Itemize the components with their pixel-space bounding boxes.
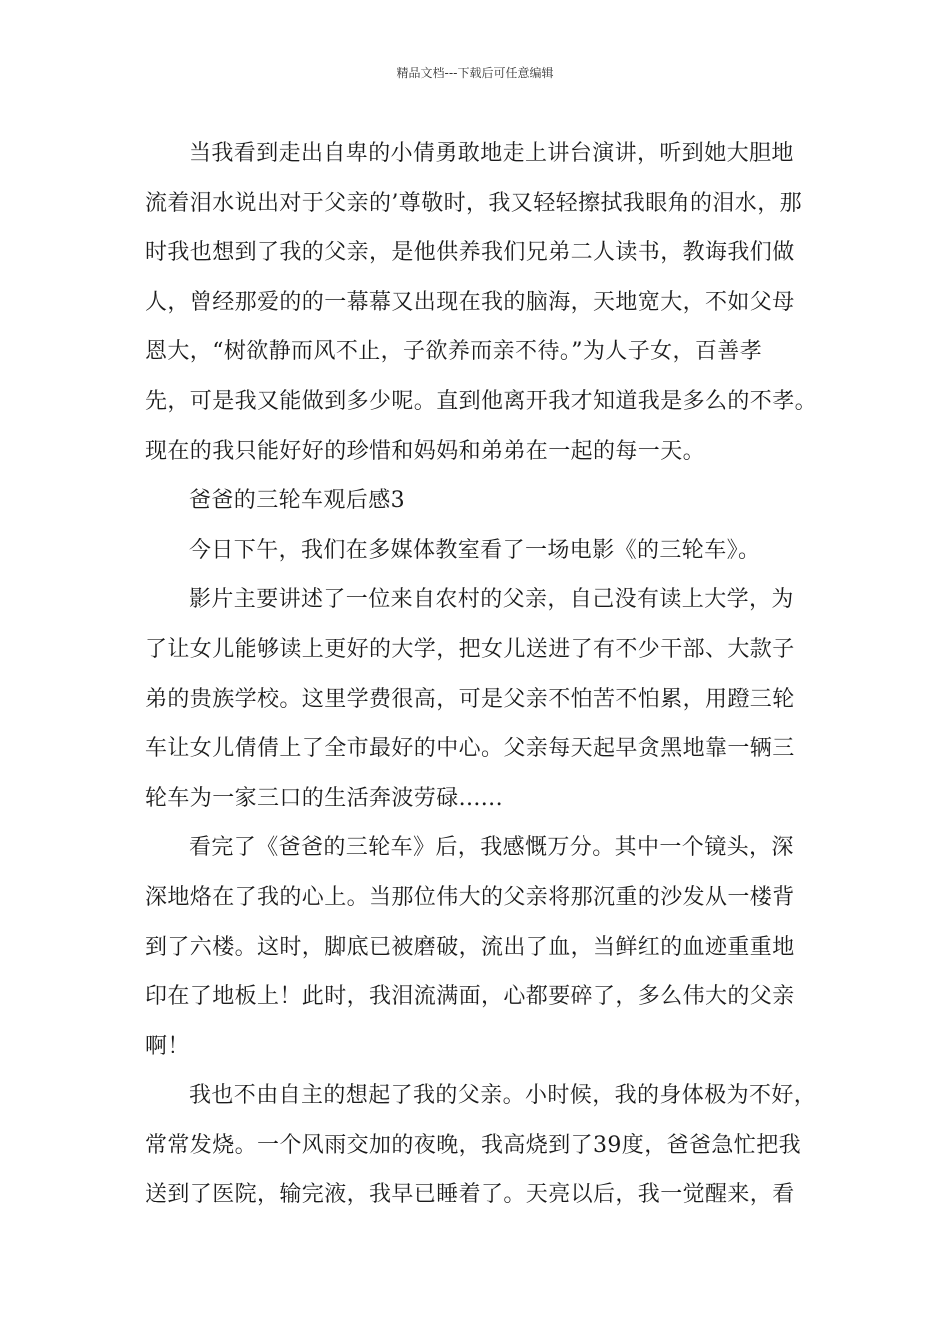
paragraph-line: 现在的我只能好好的珍惜和妈妈和弟弟在一起的每一天。: [145, 438, 706, 464]
paragraph-line: 深地烙在了我的心上。当那位伟大的父亲将那沉重的沙发从一楼背: [145, 884, 795, 910]
paragraph-line: 啊！: [145, 1033, 190, 1059]
paragraph-line: 时我也想到了我的父亲，是他供养我们兄弟二人读书，教诲我们做: [145, 240, 795, 266]
paragraph-line: 弟的贵族学校。这里学费很高，可是父亲不怕苦不怕累，用蹬三轮: [145, 686, 795, 712]
paragraph-line: 今日下午，我们在多媒体教室看了一场电影《的三轮车》。: [189, 537, 761, 563]
paragraph-line: 印在了地板上！此时，我泪流满面，心都要碎了，多么伟大的父亲: [145, 984, 795, 1010]
paragraph-line: 到了六楼。这时，脚底已被磨破，流出了血，当鲜红的血迹重重地: [145, 934, 795, 960]
paragraph-line: 了让女儿能够读上更好的大学，把女儿送进了有不少干部、大款子: [145, 636, 795, 662]
paragraph-line: 影片主要讲述了一位来自农村的父亲，自己没有读上大学，为: [189, 587, 794, 613]
paragraph-line: 当我看到走出自卑的小倩勇敢地走上讲台演讲，听到她大胆地: [189, 141, 794, 166]
paragraph-line: 流着泪水说出对于父亲的’尊敬时，我又轻轻擦拭我眼角的泪水，那: [145, 190, 802, 216]
paragraph-line: 轮车为一家三口的生活奔波劳碌......: [145, 785, 503, 811]
paragraph-line: 送到了医院，输完液，我早已睡着了。天亮以后，我一觉醒来，看: [145, 1182, 795, 1208]
paragraph-line: 我也不由自主的想起了我的父亲。小时候，我的身体极为不好，: [189, 1083, 817, 1109]
paragraph-line: 先，可是我又能做到多少呢。直到他离开我才知道我是多么的不孝。: [145, 388, 818, 414]
paragraph-line: 人，曾经那爱的的一幕幕又出现在我的脑海，天地宽大，不如父母: [145, 289, 795, 315]
page-header: 精品文档---下载后可任意编辑: [396, 66, 554, 80]
paragraph-line: 车让女儿倩倩上了全市最好的中心。父亲每天起早贪黑地靠一辆三: [145, 736, 795, 762]
paragraph-line: 恩大，“树欲静而风不止，子欲养而亲不待。”为人子女，百善孝: [145, 339, 763, 365]
paragraph-line: 常常发烧。一个风雨交加的夜晚，我高烧到了39度，爸爸急忙把我: [145, 1132, 801, 1158]
paragraph-line: 看完了《爸爸的三轮车》后，我感慨万分。其中一个镜头，深: [189, 835, 794, 861]
document-body: [145, 129, 818, 1220]
section-heading: 爸爸的三轮车观后感3: [189, 488, 405, 514]
